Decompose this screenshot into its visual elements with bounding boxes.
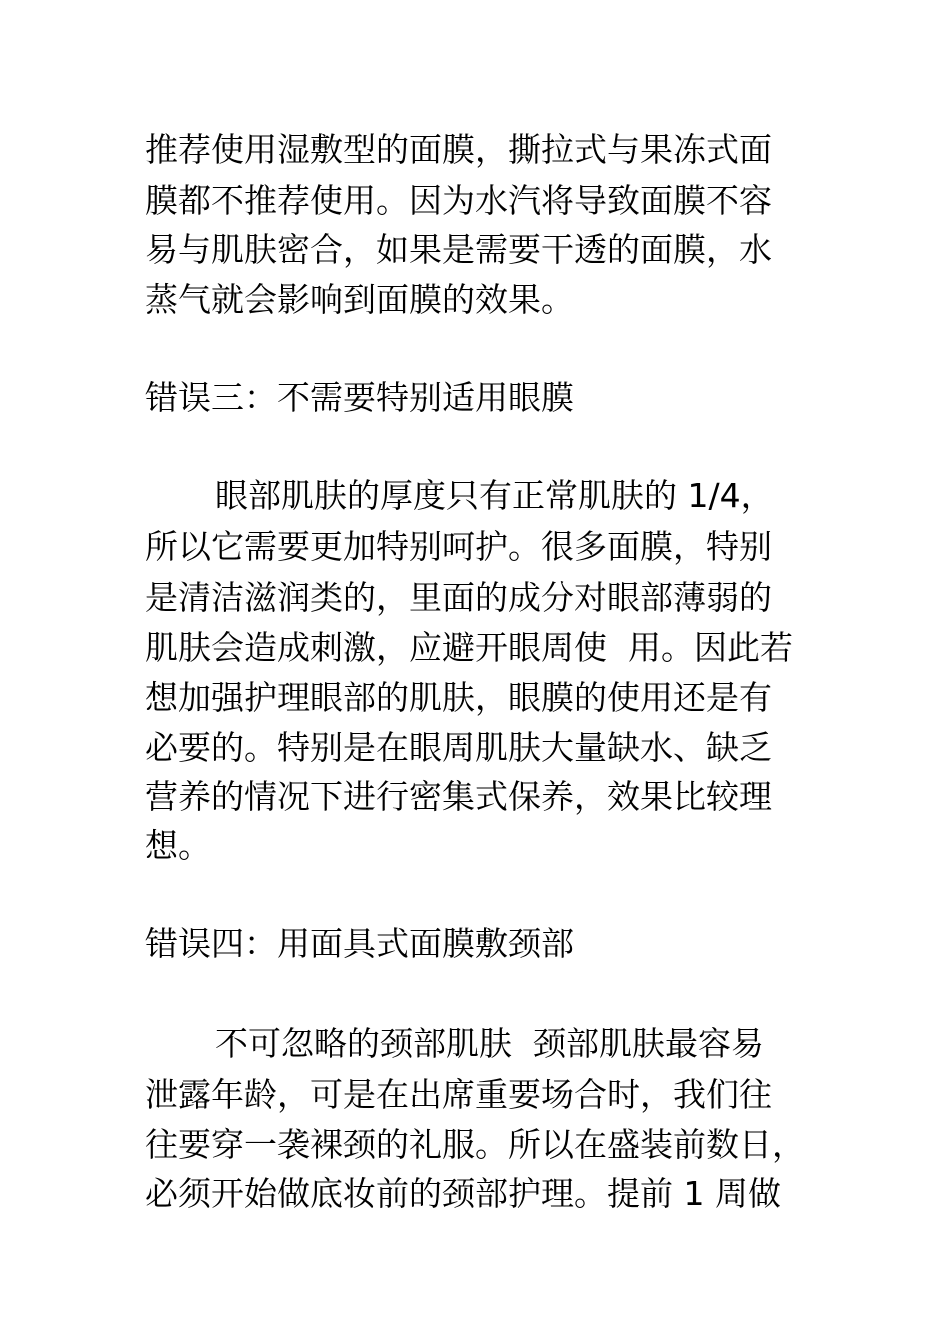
text-line: 必须开始做底妆前的颈部护理。提前 1 周做 — [145, 1174, 781, 1213]
text-line: 想。 — [145, 826, 211, 865]
paragraph-first-line: 眼部肌肤的厚度只有正常肌肤的 1/4， — [215, 476, 774, 515]
text-line: 营养的情况下进行密集式保养，效果比较理 — [145, 777, 772, 816]
text-line: 蒸气就会影响到面膜的效果。 — [145, 280, 574, 319]
text-line: 往要穿一袭裸颈的礼服。所以在盛装前数日， — [145, 1125, 805, 1164]
text-line: 推荐使用湿敷型的面膜，撕拉式与果冻式面 — [145, 130, 772, 169]
section-heading: 错误四：用面具式面膜敷颈部 — [145, 924, 574, 963]
paragraph-first-line: 不可忽略的颈部肌肤 颈部肌肤最容易 — [215, 1024, 764, 1063]
text-line: 肌肤会造成刺激，应避开眼周使 用。因此若 — [145, 628, 793, 667]
text-line: 是清洁滋润类的，里面的成分对眼部薄弱的 — [145, 578, 772, 617]
text-line: 易与肌肤密合，如果是需要干透的面膜，水 — [145, 230, 772, 269]
text-line: 膜都不推荐使用。因为水汽将导致面膜不容 — [145, 181, 772, 220]
section-heading: 错误三：不需要特别适用眼膜 — [145, 378, 574, 417]
text-line: 泄露年龄，可是在出席重要场合时，我们往 — [145, 1075, 772, 1114]
text-line: 想加强护理眼部的肌肤，眼膜的使用还是有 — [145, 678, 772, 717]
text-line: 必要的。特别是在眼周肌肤大量缺水、缺乏 — [145, 728, 772, 767]
text-line: 所以它需要更加特别呵护。很多面膜，特别 — [145, 527, 772, 566]
